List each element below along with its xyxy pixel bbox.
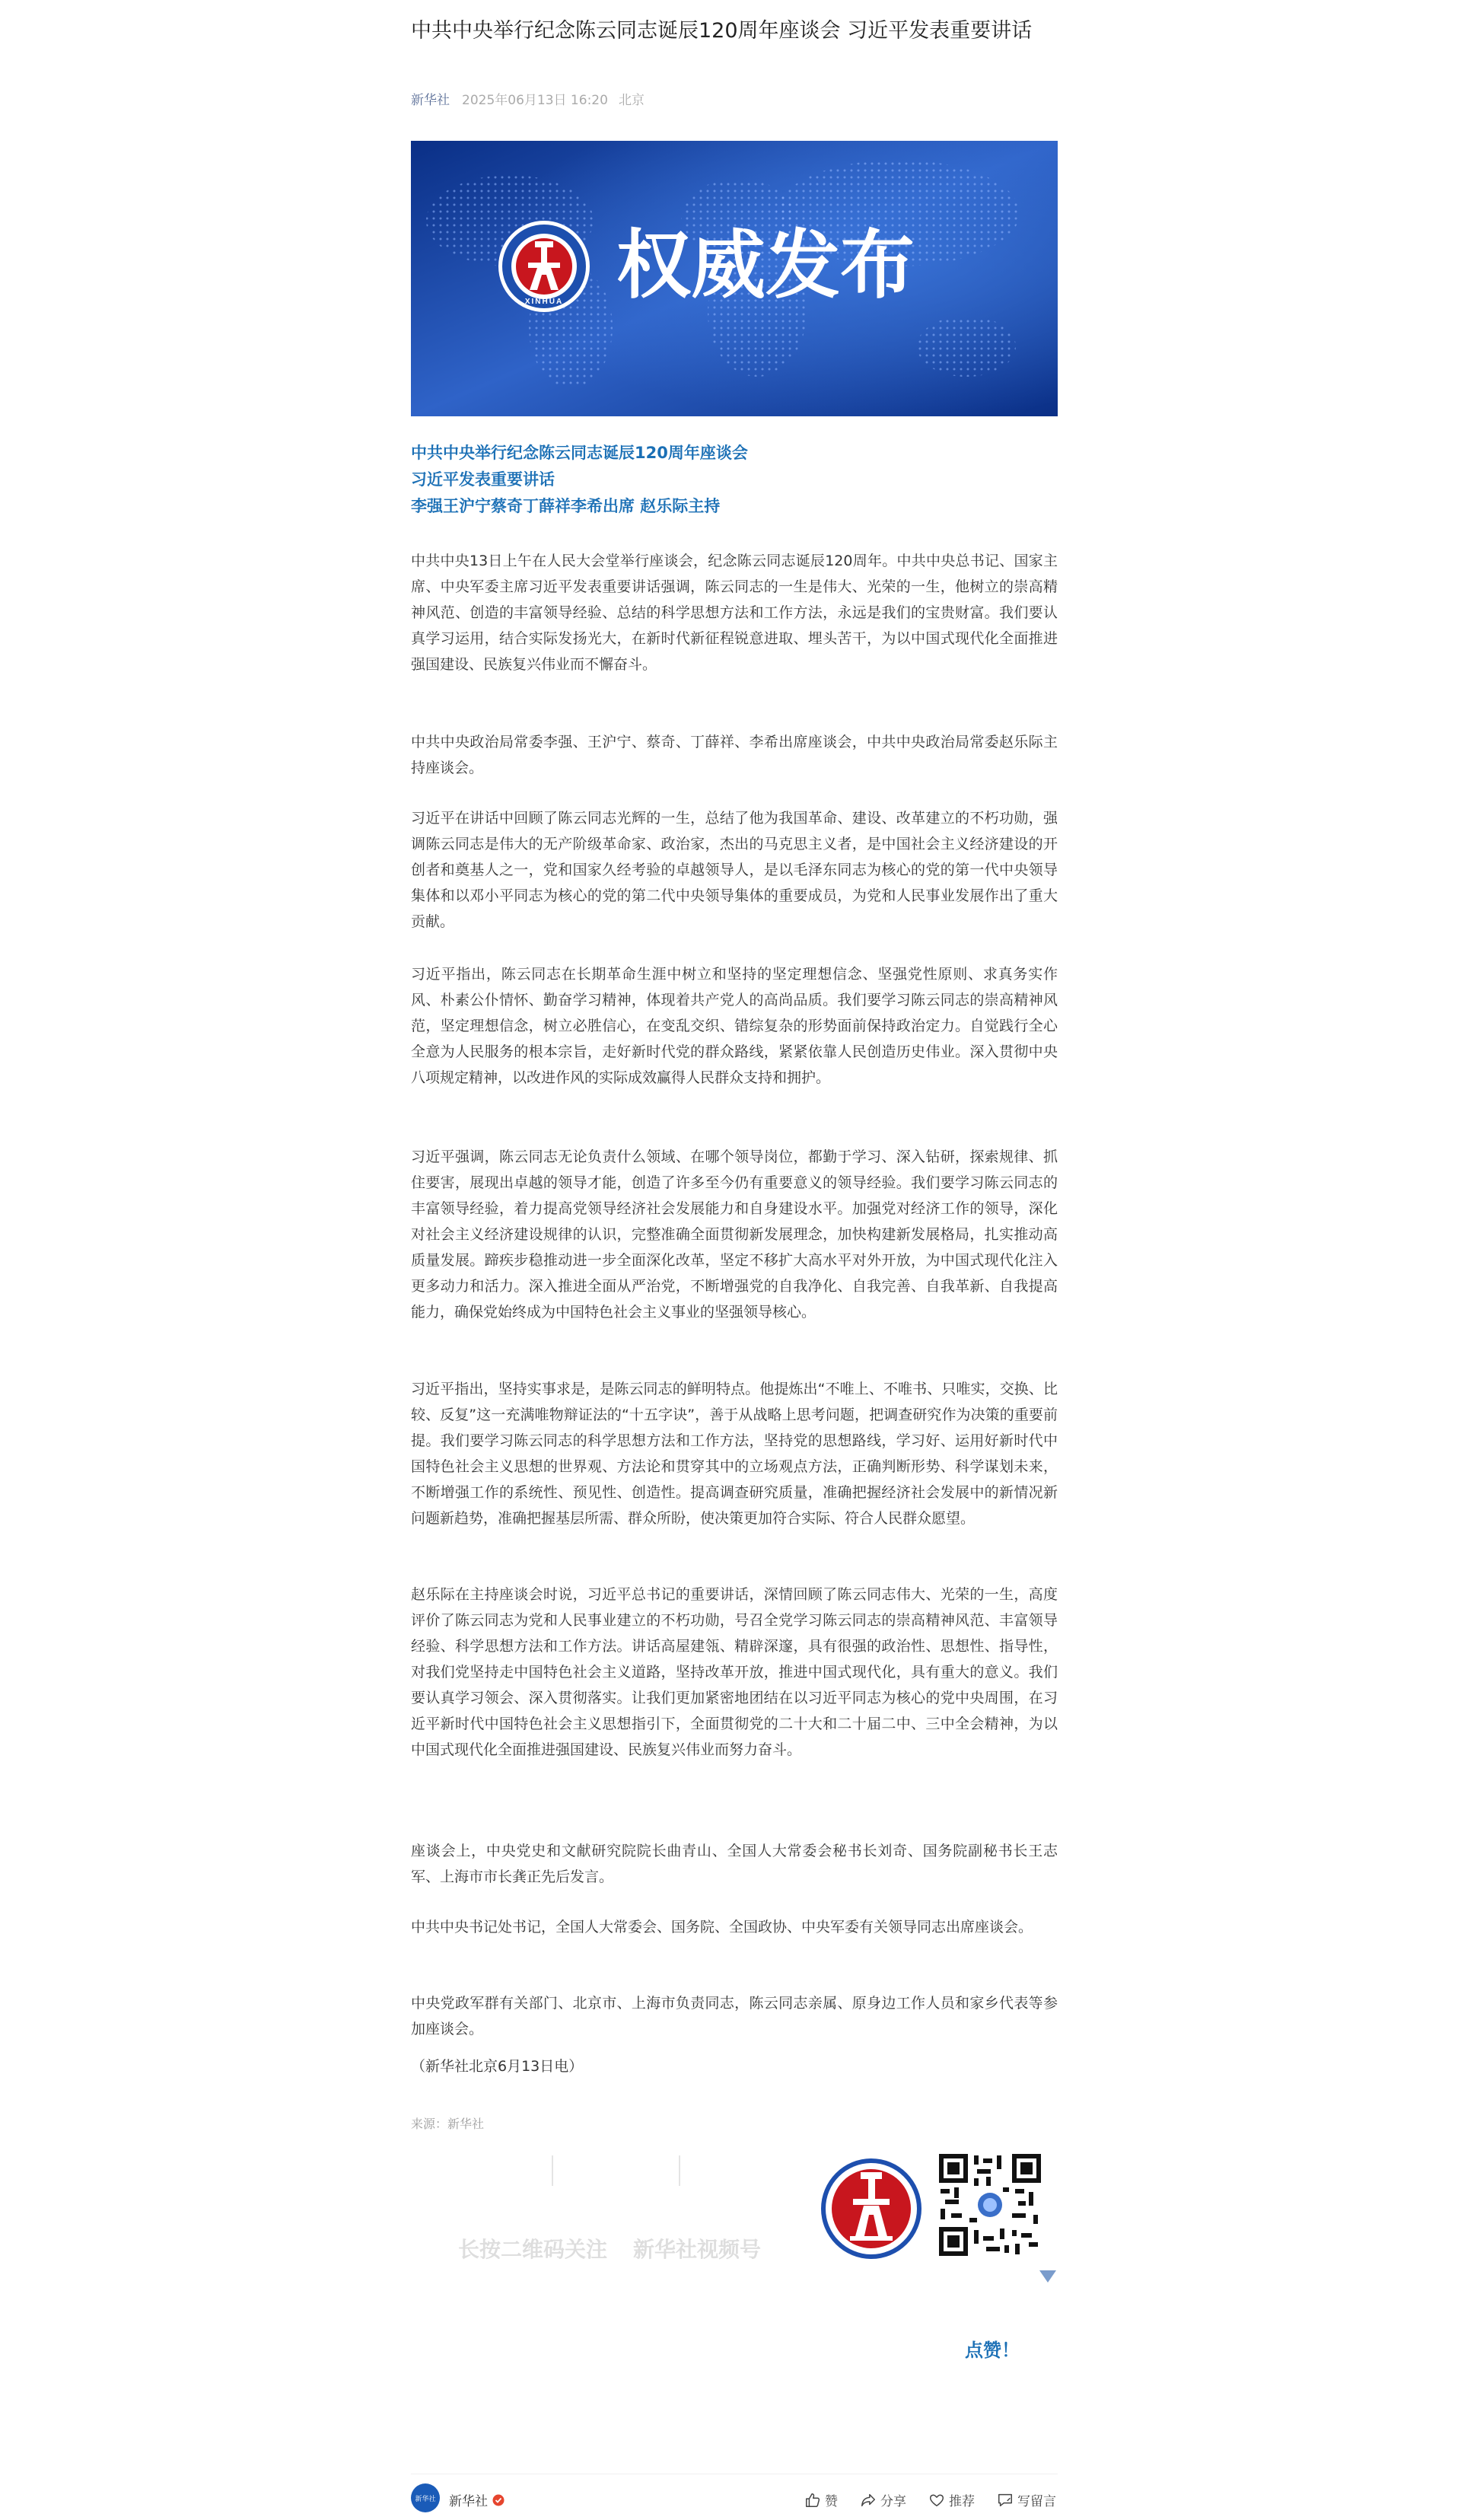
article-paragraph: 习近平指出，坚持实事求是，是陈云同志的鲜明特点。他提炼出“不唯上、不唯书、只唯实，交换、比较、反复”这一充满唯物辩证法的“十五字诀”，善于从战略上思考问题，把调查研究作为决策的重要前提。我们要学习陈云同志的科学思想方法和工作方法，坚持党的思想路线，学习好、运用好新时代中国特色社会主义思想的世界观、方法论和贯穿其中的立场观点方法，正确判断形势、科学谋划未来，不断增强工作的系统性、预见性、创造性。提高调查研究质量，准确把握经济社会发展中的新情况新问题新趋势，准确把握基层所需、群众所盼，使决策更加符合实际、符合人民群众愿望。 (411, 1381, 1058, 1527)
article-paragraph: 中央党政军群有关部门、北京市、上海市负责同志，陈云同志亲属、原身边工作人员和家乡代表等参加座谈会。 (411, 1995, 1058, 2037)
article-paragraph: 习近平强调，陈云同志无论负责什么领域、在哪个领导岗位，都勤于学习、深入钻研，探索规律、抓住要害，展现出卓越的领导才能，创造了许多至今仍有重要意义的领导经验。我们要学习陈云同志的丰富领导经验，着力提高党领导经济社会发展能力和自身建设水平。加强党对经济工作的领导，深化对社会主义经济建设规律的认识，完整准确全面贯彻新发展理念，加快构建新发展格局，扎实推动高质量发展。蹄疾步稳推动进一步全面深化改革，坚定不移扩大高水平对外开放，为中国式现代化注入更多动力和活力。深入推进全面从严治党，不断增强党的自我净化、自我完善、自我革新、自我提高能力，确保党始终成为中国特色社会主义事业的坚强领导核心。 (411, 1148, 1058, 1321)
bottom-bar (411, 2474, 1058, 2520)
article-meta (411, 89, 1058, 108)
summary-block (411, 440, 1058, 520)
source-account-link[interactable]: 新华社 (411, 93, 450, 108)
article-paragraph: 习近平指出，陈云同志在长期革命生涯中树立和坚持的坚定理想信念、坚强党性原则、求真务实作风、朴素公仆情怀、勤奋学习精神，体现着共产党人的高尚品质。我们要学习陈云同志的崇高精神风范，坚定理想信念，树立必胜信心，在变乱交织、错综复杂的形势面前保持政治定力。自觉践行全心全意为人民服务的根本宗旨，走好新时代党的群众路线，紧紧依靠人民创造历史伟业。深入贯彻中央八项规定精神，以改进作风的实际成效赢得人民群众支持和拥护。 (411, 966, 1058, 1086)
account-name: 新华社 (449, 2494, 488, 2509)
account-name-row[interactable] (449, 2490, 505, 2509)
like-label: 赞 (825, 2494, 838, 2509)
share-icon (860, 2492, 877, 2509)
comment-button[interactable] (997, 2490, 1056, 2509)
summary-line: 中共中央举行纪念陈云同志诞辰120周年座谈会 (411, 444, 748, 462)
like-button[interactable] (804, 2490, 838, 2509)
article-paragraph: 中共中央13日上午在人民大会堂举行座谈会，纪念陈云同志诞辰120周年。中共中央总书记、国家主席、中央军委主席习近平发表重要讲话强调，陈云同志的一生是伟大、光荣的一生，他树立的崇高精神风范、创造的丰富领导经验、总结的科学思想方法和工作方法，永远是我们的宝贵财富。我们要认真学习运用，结合实际发扬光大，在新时代新征程锐意进取、埋头苦干，为以中国式现代化全面推进强国建设、民族复兴伟业而不懈奋斗。 (411, 553, 1058, 673)
qr-code-image[interactable] (939, 2154, 1041, 2256)
article-paragraph: 中共中央书记处书记，全国人大常委会、国务院、全国政协、中央军委有关领导同志出席座谈会。 (411, 1919, 1033, 1935)
article-paragraph: 习近平在讲话中回顾了陈云同志光辉的一生，总结了他为我国革命、建设、改革建立的不朽功勋，强调陈云同志是伟大的无产阶级革命家、政治家，杰出的马克思主义者，是中国社会主义经济建设的开创者和奠基人之一，党和国家久经考验的卓越领导人，是以毛泽东同志为核心的党的第一代中央领导集体和以邓小平同志为核心的党的第二代中央领导集体的重要成员，为党和人民事业发展作出了重大贡献。 (411, 810, 1058, 930)
publish-location: 北京 (618, 93, 645, 108)
account-avatar[interactable] (411, 2483, 440, 2512)
publish-date: 2025年06月13日 16:20 (462, 93, 608, 108)
thumbs-up-icon (804, 2492, 821, 2509)
divider (679, 2155, 680, 2186)
comment-label: 写留言 (1017, 2494, 1056, 2509)
video-channel-label: 新华社视频号 (633, 2237, 762, 2262)
comment-icon (997, 2492, 1014, 2509)
avatar-label: 新华社 (415, 2495, 436, 2503)
divider (552, 2155, 553, 2186)
share-button[interactable] (860, 2490, 906, 2509)
banner-image (411, 141, 1058, 416)
xinhua-logo-icon (818, 2155, 925, 2262)
expand-arrow-icon[interactable] (1039, 2270, 1056, 2283)
follow-card (411, 2155, 1058, 2270)
recommend-button[interactable] (928, 2490, 975, 2509)
source-line: 来源：新华社 (411, 2117, 485, 2131)
like-text[interactable]: 点赞！ (965, 2340, 1020, 2361)
article-title: 中共中央举行纪念陈云同志诞辰120周年座谈会 习近平发表重要讲话 (411, 19, 1033, 43)
banner-graphic (411, 141, 1058, 416)
heart-icon (928, 2492, 945, 2509)
dateline: （新华社北京6月13日电） (411, 2058, 584, 2075)
verified-badge-icon (492, 2494, 505, 2506)
share-label: 分享 (880, 2494, 906, 2509)
summary-line: 习近平发表重要讲话 (411, 470, 555, 489)
logo-ring-text: XINHUA (524, 298, 564, 306)
article-paragraph: 赵乐际在主持座谈会时说，习近平总书记的重要讲话，深情回顾了陈云同志伟大、光荣的一生，高度评价了陈云同志为党和人民事业建立的不朽功勋，号召全党学习陈云同志的崇高精神风范、丰富领导经验、科学思想方法和工作方法。讲话高屋建瓴、精辟深邃，具有很强的政治性、思想性、指导性，对我们党坚持走中国特色社会主义道路，坚持改革开放，推进中国式现代化，具有重大的意义。我们要认真学习领会、深入贯彻落实。让我们更加紧密地团结在以习近平同志为核心的党中央周围，在习近平新时代中国特色社会主义思想指引下，全面贯彻党的二十大和二十届二中、三中全会精神，为以中国式现代化全面推进强国建设、民族复兴伟业而努力奋斗。 (411, 1586, 1058, 1758)
article-paragraph: 座谈会上，中央党史和文献研究院院长曲青山、全国人大常委会秘书长刘奇、国务院副秘书长王志军、上海市市长龚正先后发言。 (411, 1843, 1058, 1885)
qr-hint-text: 长按二维码关注 (458, 2237, 608, 2262)
recommend-label: 推荐 (949, 2494, 975, 2509)
article-paragraph: 中共中央政治局常委李强、王沪宁、蔡奇、丁薛祥、李希出席座谈会，中共中央政治局常委赵乐际主持座谈会。 (411, 734, 1058, 776)
summary-line: 李强王沪宁蔡奇丁薛祥李希出席 赵乐际主持 (411, 497, 721, 515)
banner-headline: 权威发布 (616, 222, 915, 309)
